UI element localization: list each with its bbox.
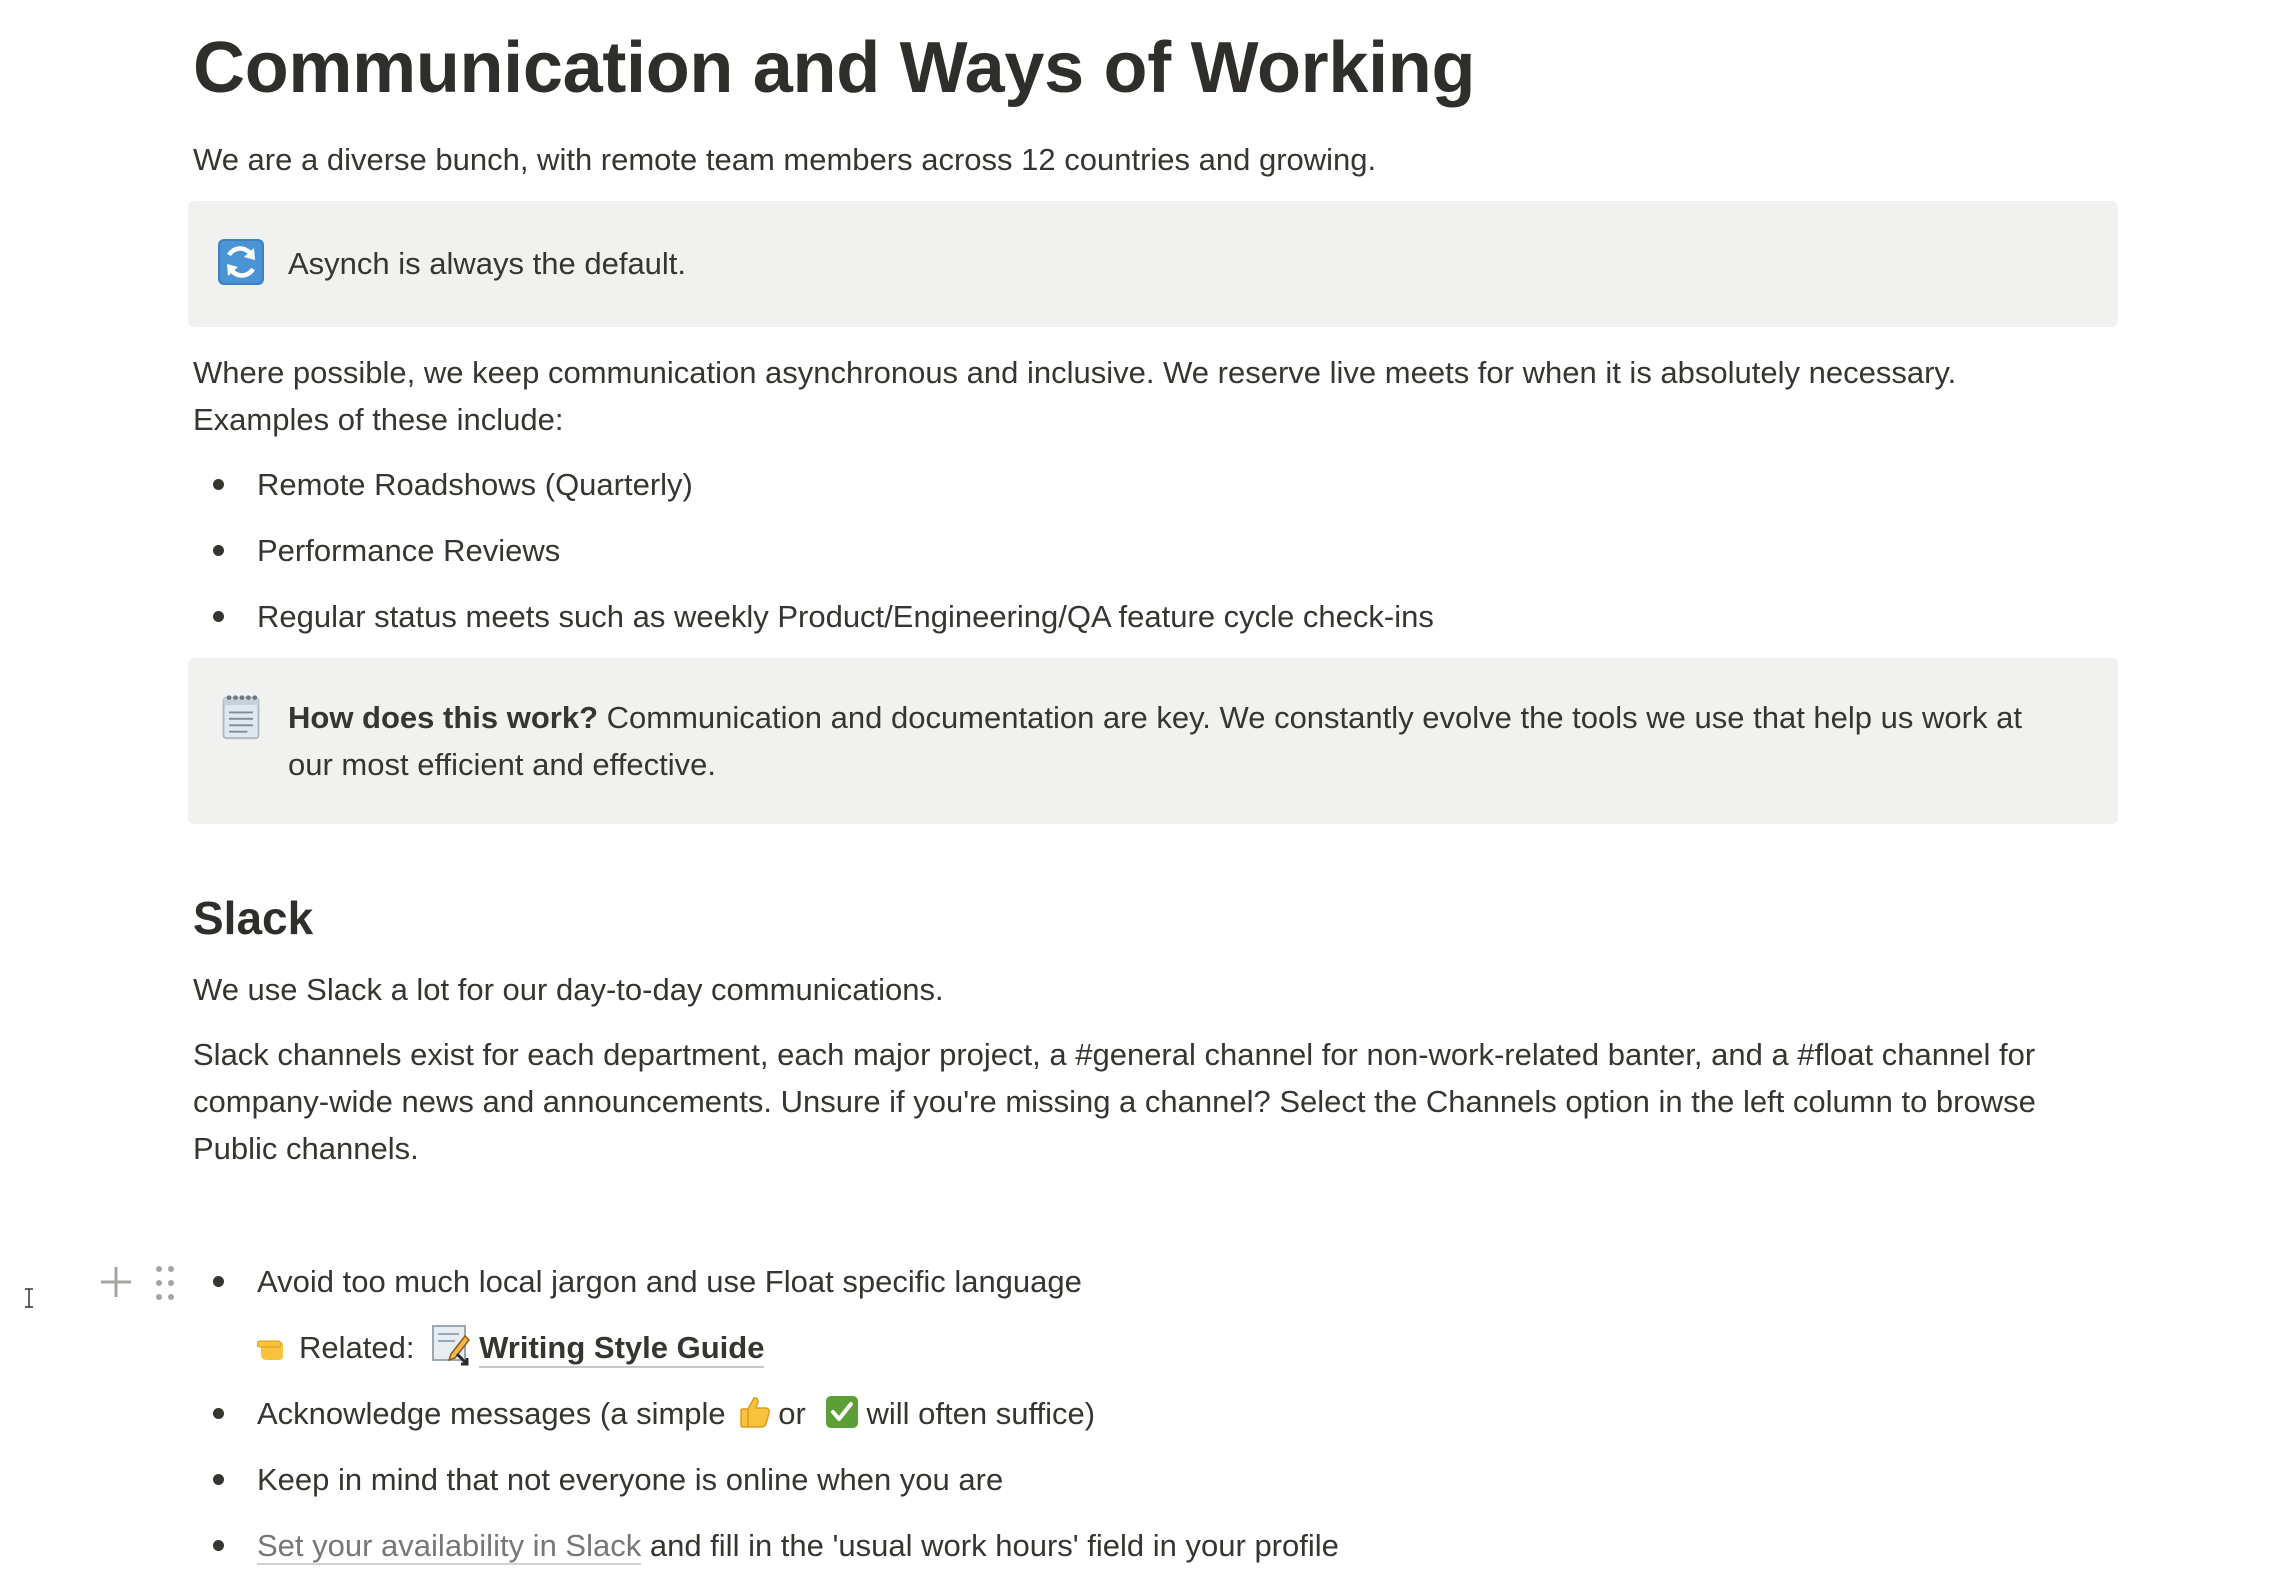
callout-how: [188, 658, 2118, 824]
callout-how-body: Communication and documentation are key. We constantly evolve the tools we use that help us work at our most efficient and effective.: [288, 700, 2022, 782]
ack-text-a: Acknowledge messages (a simple: [257, 1396, 726, 1431]
bullet-dot: [213, 479, 224, 490]
refresh-icon: [218, 239, 264, 285]
list-item: [193, 1258, 2123, 1305]
slack-availability-link[interactable]: Set your availability in Slack: [257, 1528, 642, 1563]
related-label: Related:: [299, 1330, 415, 1365]
related-content: [257, 1324, 764, 1371]
list-item-text: Avoid too much local jargon and use Float specific language: [257, 1264, 1082, 1299]
list-item-text: [257, 1390, 1095, 1437]
callout-async-text: Asynch is always the default.: [288, 246, 687, 281]
intro-paragraph: We are a diverse bunch, with remote team members across 12 countries and growing.: [193, 142, 1377, 177]
text-cursor-icon: [24, 1288, 34, 1308]
callout-async: [188, 201, 2118, 327]
slack-paragraph-2: Slack channels exist for each department, each major project, a #general channel for non-work-related banter, and a #float channel for company-wide news and announcements. Unsure if you're missing a channel? Select the Channels option in the left column to browse Public channels.: [193, 1037, 2036, 1166]
list-item: [193, 593, 2123, 640]
bullet-dot: [213, 545, 224, 556]
list-item: [193, 1522, 2123, 1569]
bullet-dot: [213, 611, 224, 622]
pointing-hand-icon: [257, 1332, 291, 1362]
async-paragraph: Where possible, we keep communication asynchronous and inclusive. We reserve live meets for when it is absolutely necessary. Examples of these include:: [193, 355, 1957, 437]
list-item-text: Performance Reviews: [257, 533, 561, 568]
bullet-dot: [213, 1540, 224, 1551]
list-item-text: Regular status meets such as weekly Product/Engineering/QA feature cycle check-ins: [257, 599, 1434, 634]
list-item: [193, 1456, 2123, 1503]
thumbs-up-icon: [738, 1395, 772, 1429]
list-item: [193, 1390, 2123, 1437]
writing-style-guide-link[interactable]: Writing Style Guide: [479, 1330, 764, 1368]
bullet-dot: [213, 1276, 224, 1287]
add-block-icon[interactable]: [98, 1264, 134, 1300]
memo-icon: [431, 1324, 473, 1366]
callout-how-text: [288, 694, 2058, 788]
page-title: Communication and Ways of Working: [193, 28, 1476, 108]
drag-handle-icon[interactable]: [154, 1264, 176, 1302]
check-mark-icon: [825, 1395, 859, 1429]
availability-rest-text: and fill in the 'usual work hours' field in your profile: [641, 1528, 1339, 1563]
list-item-text: [257, 1522, 1339, 1569]
bullet-dot: [213, 1408, 224, 1419]
list-item: [193, 461, 2123, 508]
callout-how-bold: How does this work?: [288, 700, 599, 735]
section-heading-slack: Slack: [193, 892, 314, 944]
notepad-icon: [218, 694, 264, 740]
list-item: [193, 527, 2123, 574]
ack-text-or: or: [778, 1396, 806, 1431]
bullet-dot: [213, 1474, 224, 1485]
related-line: [193, 1324, 2123, 1371]
slack-paragraph-1: We use Slack a lot for our day-to-day communications.: [193, 972, 944, 1007]
list-item-text: Remote Roadshows (Quarterly): [257, 467, 693, 502]
list-item-text: Keep in mind that not everyone is online when you are: [257, 1462, 1004, 1497]
ack-text-b: will often suffice): [866, 1396, 1096, 1431]
